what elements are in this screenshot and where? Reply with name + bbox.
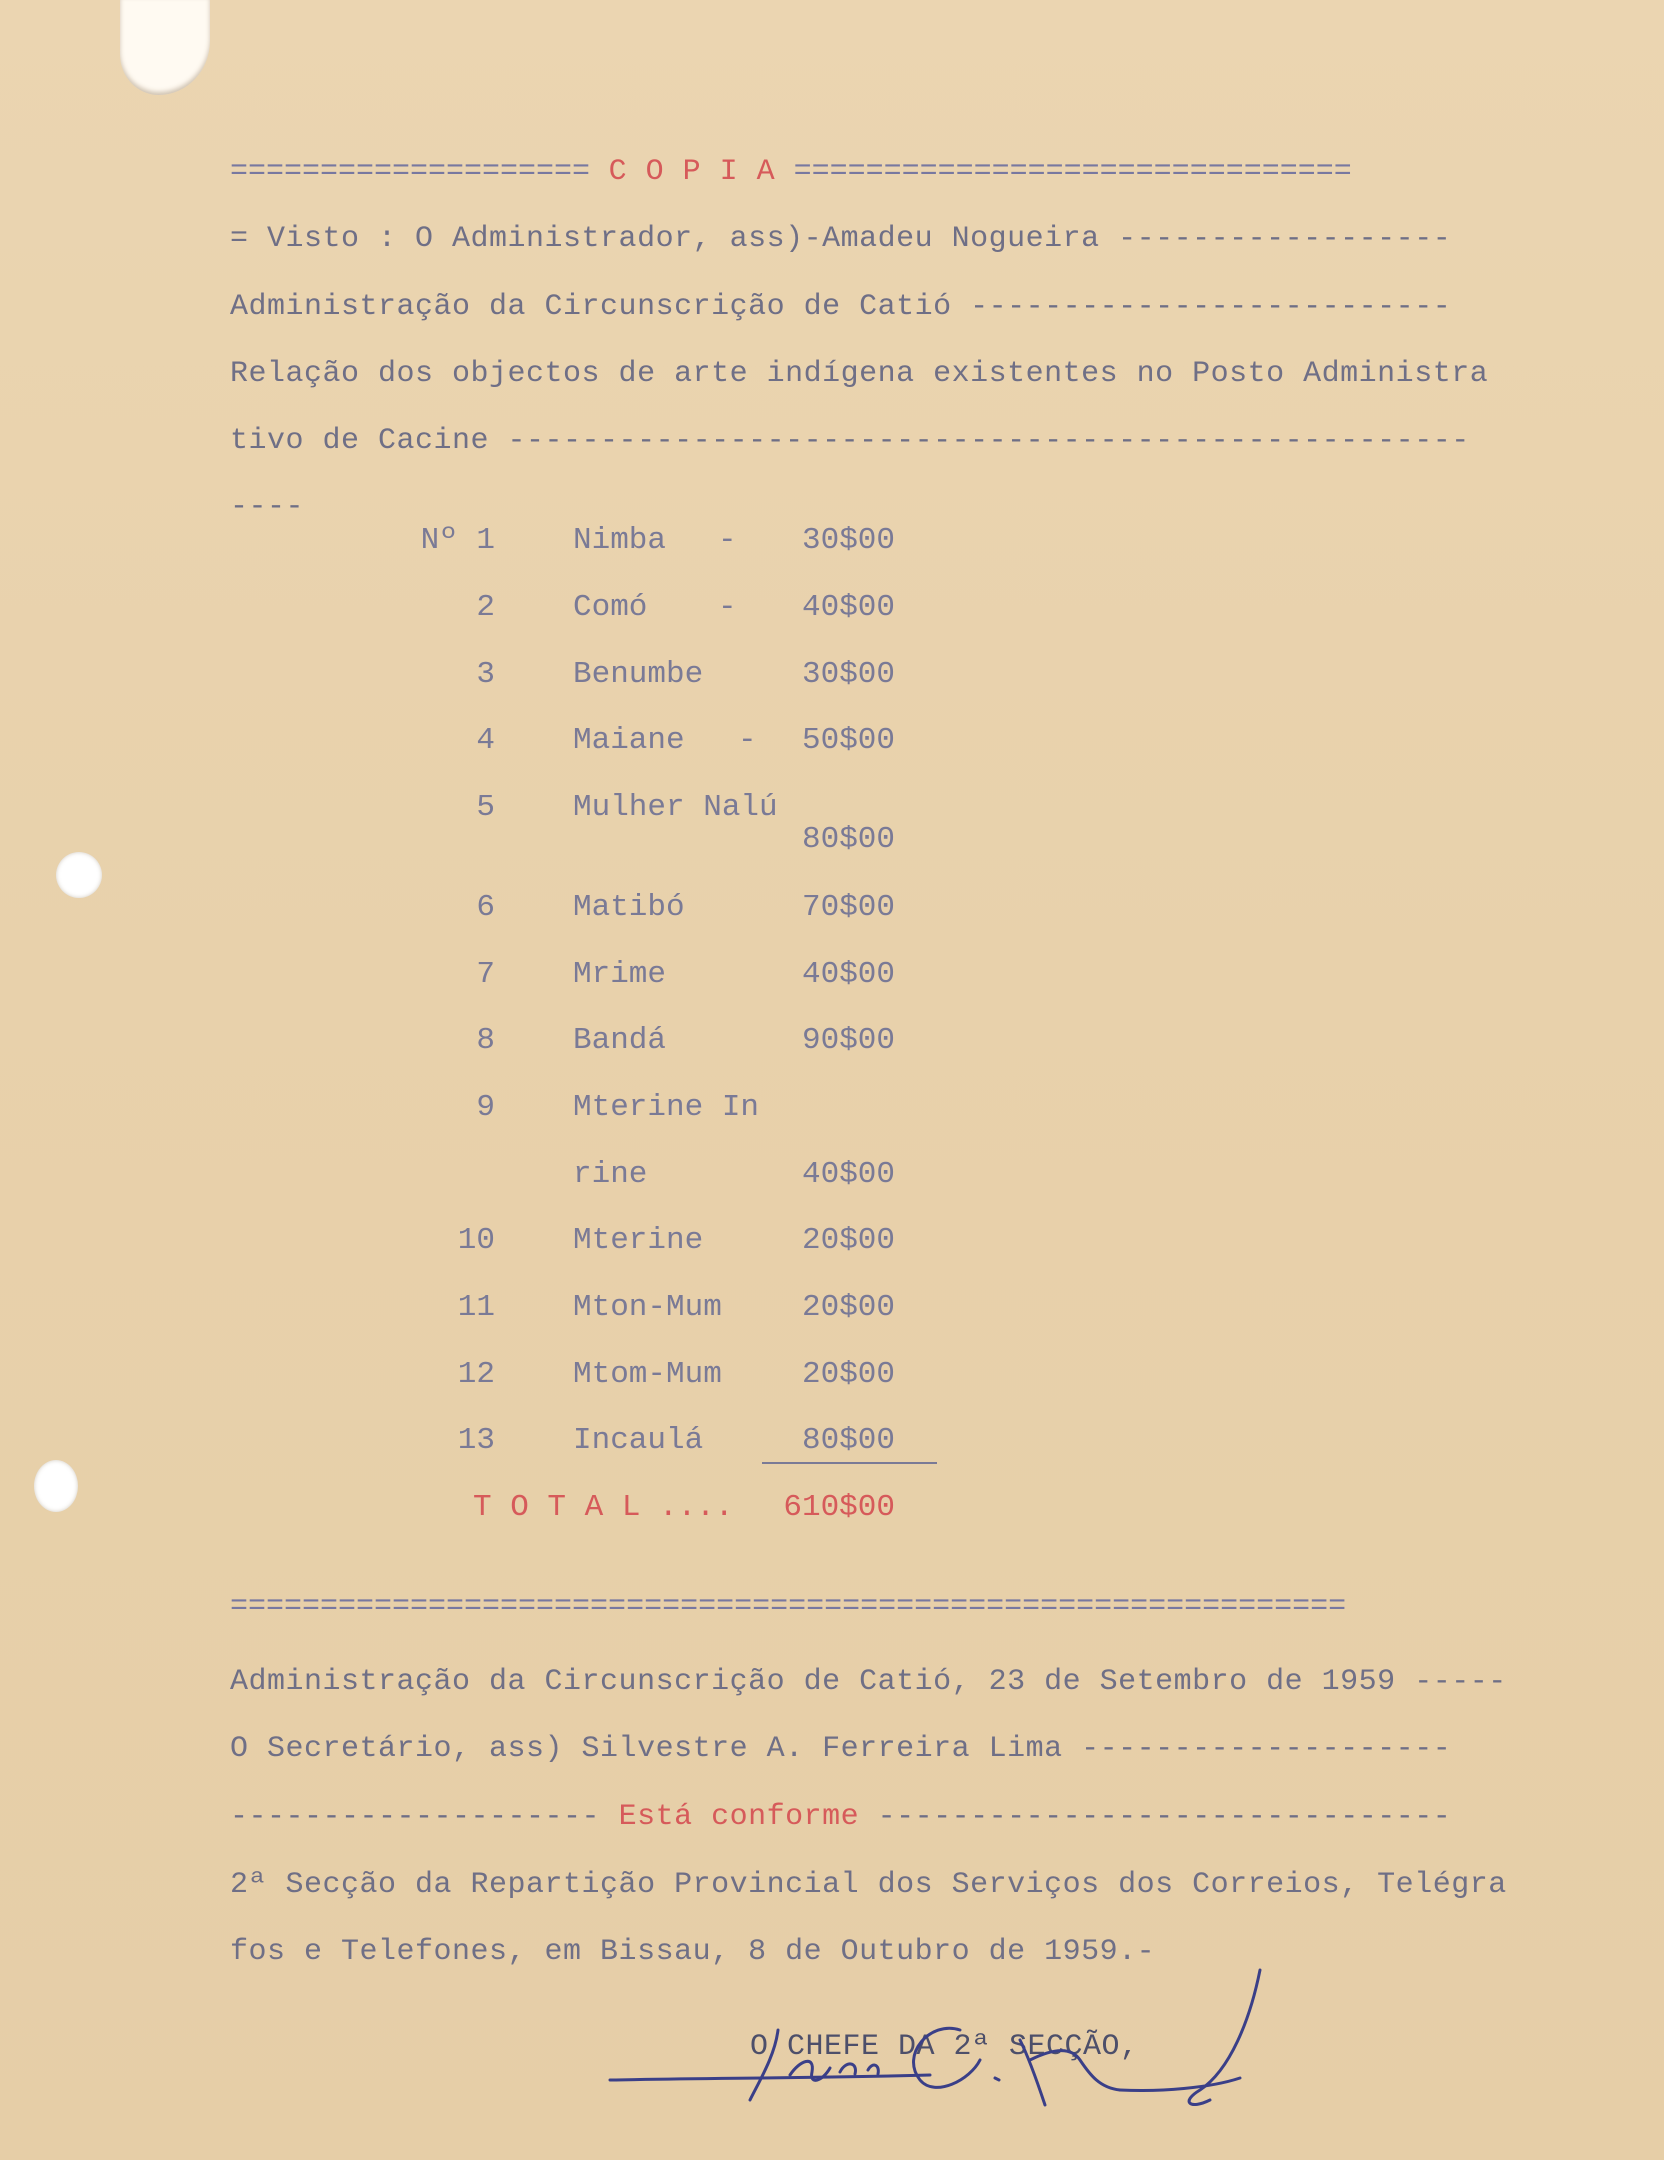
sum-underline (762, 1462, 937, 1464)
item-name: Maiane (573, 723, 685, 758)
item-price: 20$00 (801, 1290, 895, 1325)
item-number: 6 (476, 890, 495, 925)
item-name: Mton-Mum (573, 1290, 722, 1325)
item-number: 13 (457, 1423, 495, 1458)
item-dash: - (718, 523, 737, 558)
seccao-line-2: fos e Telefones, em Bissau, 8 de Outubro de 1959.- (230, 1935, 1156, 1969)
item-number: 11 (457, 1290, 495, 1325)
item-name: Comó (573, 590, 648, 625)
item-price: 70$00 (801, 890, 895, 925)
item-price: 30$00 (801, 657, 895, 692)
item-number: Nº 1 (420, 523, 495, 558)
conforme-rule-left: -------------------- (230, 1800, 601, 1834)
item-number: 8 (476, 1023, 495, 1058)
relacao-line-3: ---- (230, 490, 305, 524)
footer-rule: ============================================================== (230, 1590, 1347, 1624)
item-price: 20$00 (801, 1357, 895, 1392)
conforme-rule-right: ------------------------------- (877, 1800, 1452, 1834)
copy-header (230, 155, 1610, 189)
item-price: 40$00 (801, 1157, 895, 1192)
torn-corner (120, 0, 210, 95)
item-price: 80$00 (801, 1423, 895, 1458)
item-name: Matibó (573, 890, 685, 925)
item-price: 20$00 (801, 1223, 895, 1258)
item-name: Mulher Nalú (573, 790, 778, 825)
item-number: 12 (457, 1357, 495, 1392)
item-number: 4 (476, 723, 495, 758)
item-price: 40$00 (801, 590, 895, 625)
punch-hole-top (56, 852, 102, 898)
item-price: 90$00 (801, 1023, 895, 1058)
item-name: Mterine In (573, 1090, 760, 1125)
total-value: 610$00 (783, 1490, 895, 1525)
relacao-line-2: tivo de Cacine ---------------------------------------------------- (230, 424, 1470, 458)
secretary-line: O Secretário, ass) Silvestre A. Ferreira Lima -------------------- (230, 1732, 1452, 1766)
item-number: 9 (476, 1090, 495, 1125)
item-name: Benumbe (573, 657, 704, 692)
item-number: 3 (476, 657, 495, 692)
item-dash: - (738, 723, 757, 758)
item-number: 5 (476, 790, 495, 825)
item-dash: - (718, 590, 737, 625)
handwritten-signature (600, 1960, 1300, 2160)
visto-line: = Visto : O Administrador, ass)-Amadeu Nogueira ------------------ (230, 222, 1452, 256)
item-price: 40$00 (801, 957, 895, 992)
total-label: T O T A L .... (473, 1490, 734, 1525)
header-rule-right: =============================== (793, 155, 1352, 189)
copy-label: C O P I A (608, 155, 776, 189)
item-name: Bandá (573, 1023, 667, 1058)
item-price: 80$00 (801, 822, 895, 857)
item-name: Mrime (573, 957, 667, 992)
item-number: 7 (476, 957, 495, 992)
item-name: Mterine (573, 1223, 704, 1258)
conforme-label: Está conforme (618, 1800, 860, 1834)
administracao-line: Administração da Circunscrição de Catió -------------------------- (230, 290, 1452, 324)
item-name: Incaulá (573, 1423, 704, 1458)
item-price: 50$00 (801, 723, 895, 758)
item-name: Mtom-Mum (573, 1357, 722, 1392)
place-date-line: Administração da Circunscrição de Catió, 23 de Setembro de 1959 ----- (230, 1665, 1507, 1699)
seccao-line-1: 2ª Secção da Repartição Provincial dos Serviços dos Correios, Telégra (230, 1868, 1507, 1902)
item-name: Nimba (573, 523, 667, 558)
chefe-line: O CHEFE DA 2ª SECÇÃO, (750, 2030, 1139, 2064)
item-number: 10 (457, 1223, 495, 1258)
item-number: 2 (476, 590, 495, 625)
item-name-continued: rine (573, 1157, 648, 1192)
header-rule-left: ==================== (230, 155, 591, 189)
punch-hole-bottom (34, 1460, 78, 1512)
relacao-line-1: Relação dos objectos de arte indígena existentes no Posto Administra (230, 357, 1489, 391)
item-price: 30$00 (801, 523, 895, 558)
conforme-line (230, 1800, 1610, 1834)
